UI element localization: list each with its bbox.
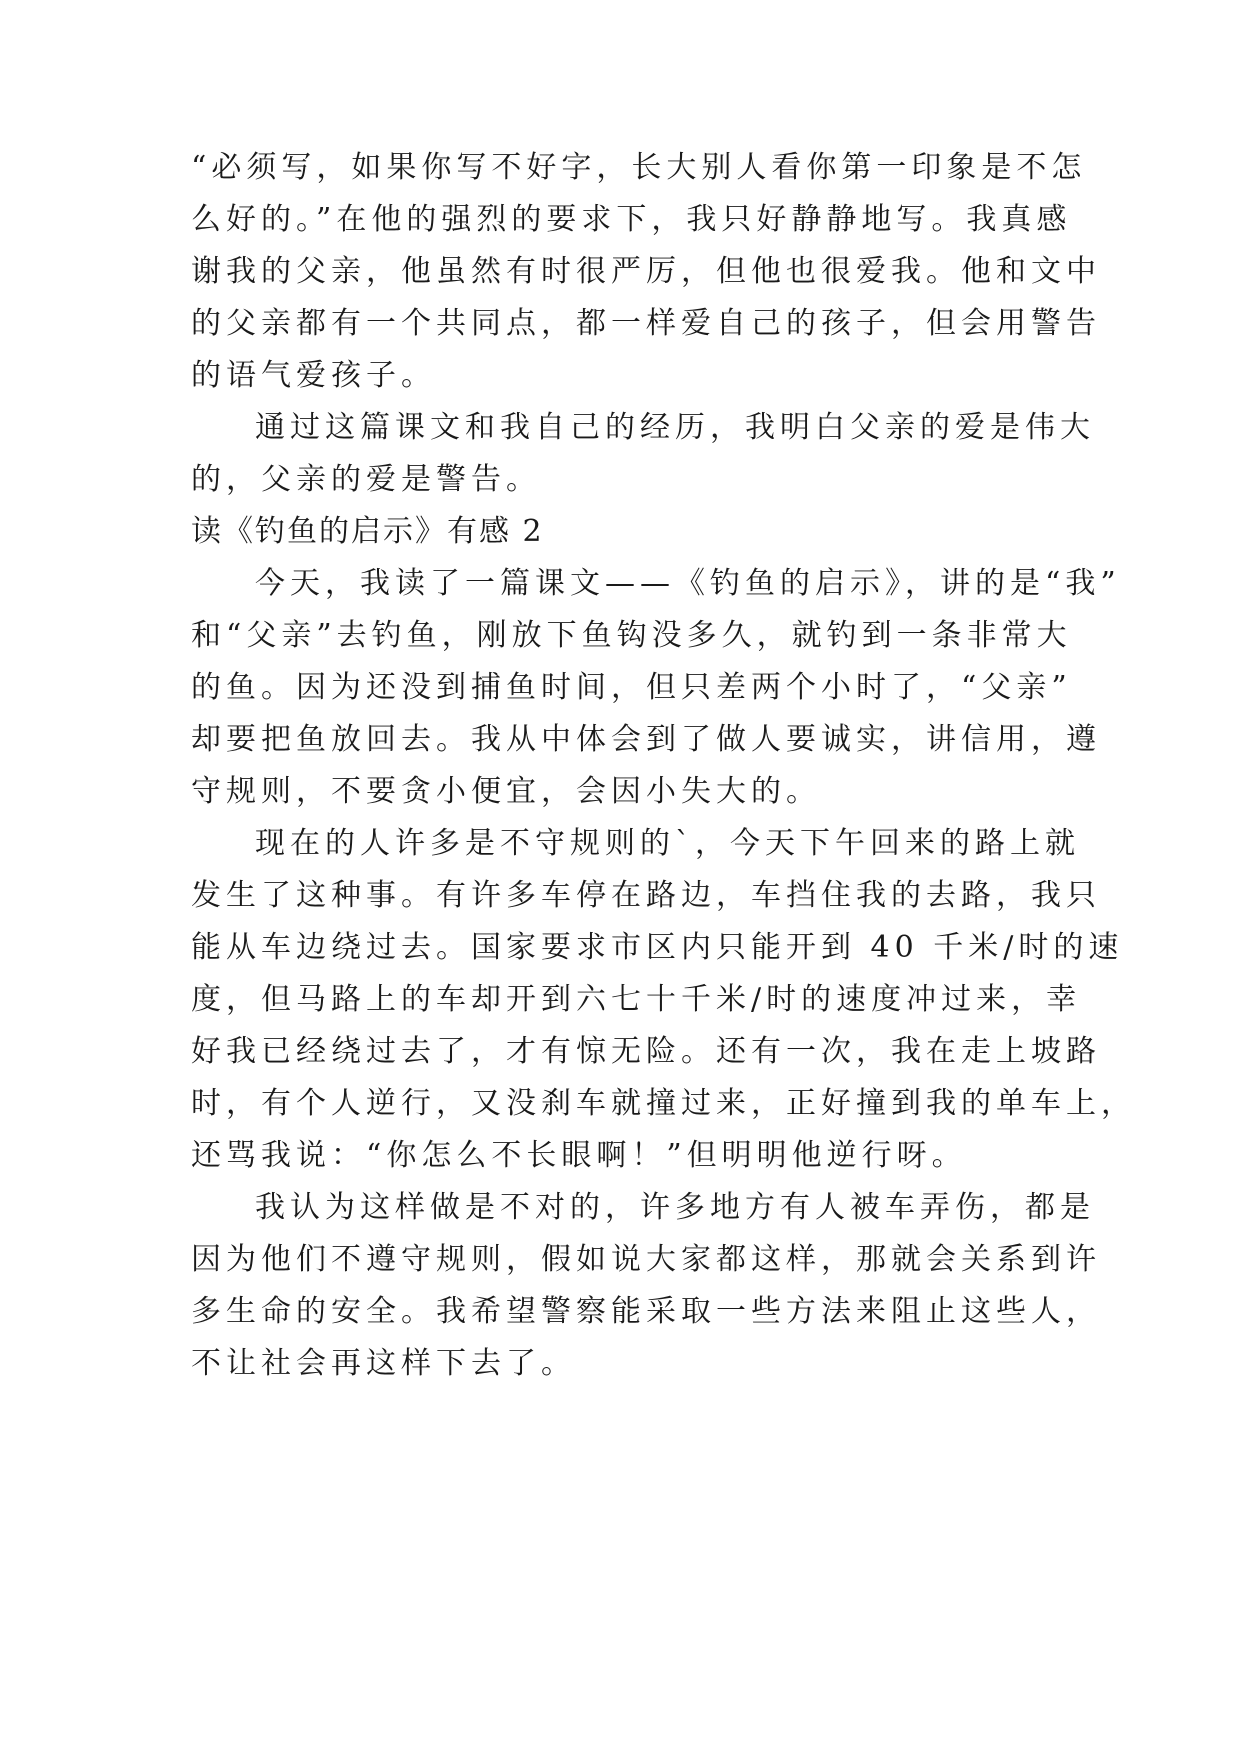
paragraph-line: 的鱼。因为还没到捕鱼时间，但只差两个小时了，“父亲”: [191, 670, 1072, 705]
paragraph-line: 发生了这种事。有许多车停在路边，车挡住我的去路，我只: [191, 878, 1101, 913]
paragraph-line: 和“父亲”去钓鱼，刚放下鱼钩没多久，就钓到一条非常大: [191, 618, 1072, 653]
paragraph-line: 度，但马路上的车却开到六七十千米/时的速度冲过来，幸: [191, 982, 1082, 1017]
paragraph-line: 通过这篇课文和我自己的经历，我明白父亲的爱是伟大: [255, 410, 1095, 445]
paragraph-line: 么好的。”在他的强烈的要求下，我只好静静地写。我真感: [191, 202, 1072, 237]
paragraph-line: 谢我的父亲，他虽然有时很严厉，但他也很爱我。他和文中: [191, 254, 1101, 289]
paragraph-line: 的父亲都有一个共同点，都一样爱自己的孩子，但会用警告: [191, 306, 1101, 341]
paragraph-line: 不让社会再这样下去了。: [191, 1346, 576, 1381]
paragraph-line: 多生命的安全。我希望警察能采取一些方法来阻止这些人，: [191, 1294, 1101, 1329]
paragraph-line: 却要把鱼放回去。我从中体会到了做人要诚实，讲信用，遵: [191, 722, 1101, 757]
paragraph-line: 我认为这样做是不对的，许多地方有人被车弄伤，都是: [255, 1190, 1095, 1225]
paragraph-line: 现在的人许多是不守规则的`，今天下午回来的路上就: [255, 826, 1080, 861]
paragraph-line: 还骂我说：“你怎么不长眼啊！”但明明他逆行呀。: [191, 1138, 967, 1173]
paragraph-line: 的语气爱孩子。: [191, 358, 436, 393]
paragraph-line: 今天，我读了一篇课文——《钓鱼的启示》，讲的是“我”: [255, 566, 1121, 601]
section-heading: 读《钓鱼的启示》有感 2: [191, 514, 544, 549]
paragraph-line: “必须写，如果你写不好字，长大别人看你第一印象是不怎: [191, 150, 1087, 185]
paragraph-line: 的，父亲的爱是警告。: [191, 462, 541, 497]
paragraph-line: 时，有个人逆行，又没刹车就撞过来，正好撞到我的单车上，: [191, 1086, 1136, 1121]
paragraph-line: 能从车边绕过去。国家要求市区内只能开到 40 千米/时的速: [191, 930, 1124, 965]
paragraph-line: 好我已经绕过去了，才有惊无险。还有一次，我在走上坡路: [191, 1034, 1101, 1069]
paragraph-line: 因为他们不遵守规则，假如说大家都这样，那就会关系到许: [191, 1242, 1101, 1277]
paragraph-line: 守规则，不要贪小便宜，会因小失大的。: [191, 774, 821, 809]
